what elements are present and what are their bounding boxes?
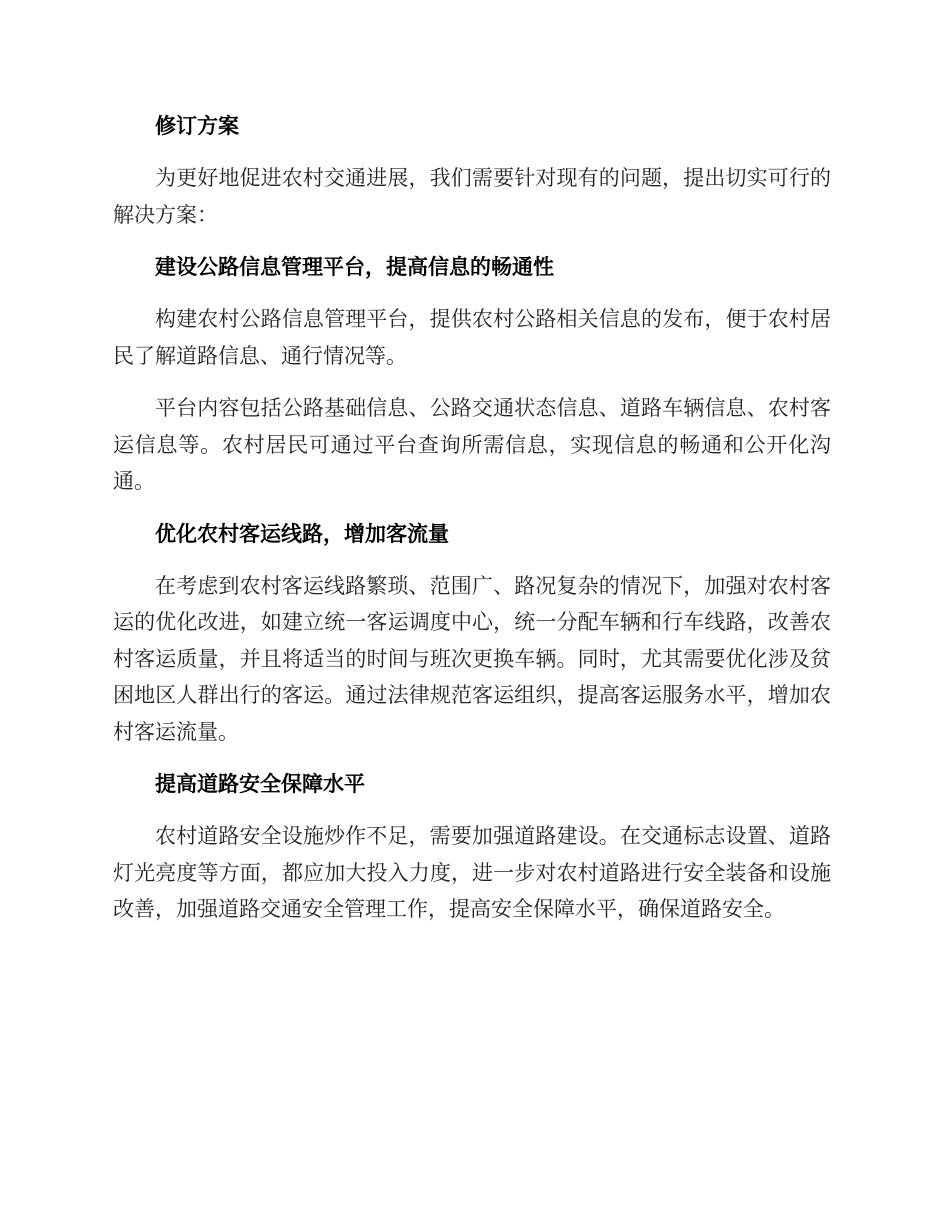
road-safety-paragraph: 农村道路安全设施炒作不足，需要加强道路建设。在交通标志设置、道路灯光亮度等方面，都应加大投入力度，进一步对农村道路进行安全装备和设施改善，加强道路交通安全管理工作，提高安全保障水平，确保道路安全。	[113, 824, 831, 921]
intro-paragraph: 为更好地促进农村交通进展，我们需要针对现有的问题，提出切实可行的解决方案：	[113, 166, 831, 227]
document-page	[113, 108, 831, 928]
section-heading-road-safety: 提高道路安全保障水平	[155, 771, 365, 796]
section-heading-passenger-routes: 优化农村客运线路，增加客流量	[155, 520, 449, 546]
info-platform-paragraph-2: 平台内容包括公路基础信息、公路交通状态信息、道路车辆信息、农村客运信息等。农村居民可通过平台查询所需信息，实现信息的畅通和公开化沟通。	[113, 396, 831, 493]
section-heading-revision-plan: 修订方案	[155, 113, 239, 138]
passenger-routes-paragraph: 在考虑到农村客运线路繁琐、范围广、路况复杂的情况下，加强对农村客运的优化改进，如建立统一客运调度中心，统一分配车辆和行车线路，改善农村客运质量，并且将适当的时间与班次更换车辆。同时，尤其需要优化涉及贫困地区人群出行的客运。通过法律规范客运组织，提高客运服务水平，增加农村客运流量。	[113, 573, 831, 744]
info-platform-paragraph-1: 构建农村公路信息管理平台，提供农村公路相关信息的发布，便于农村居民了解道路信息、通行情况等。	[113, 307, 831, 368]
section-heading-info-platform: 建设公路信息管理平台，提高信息的畅通性	[155, 254, 554, 279]
